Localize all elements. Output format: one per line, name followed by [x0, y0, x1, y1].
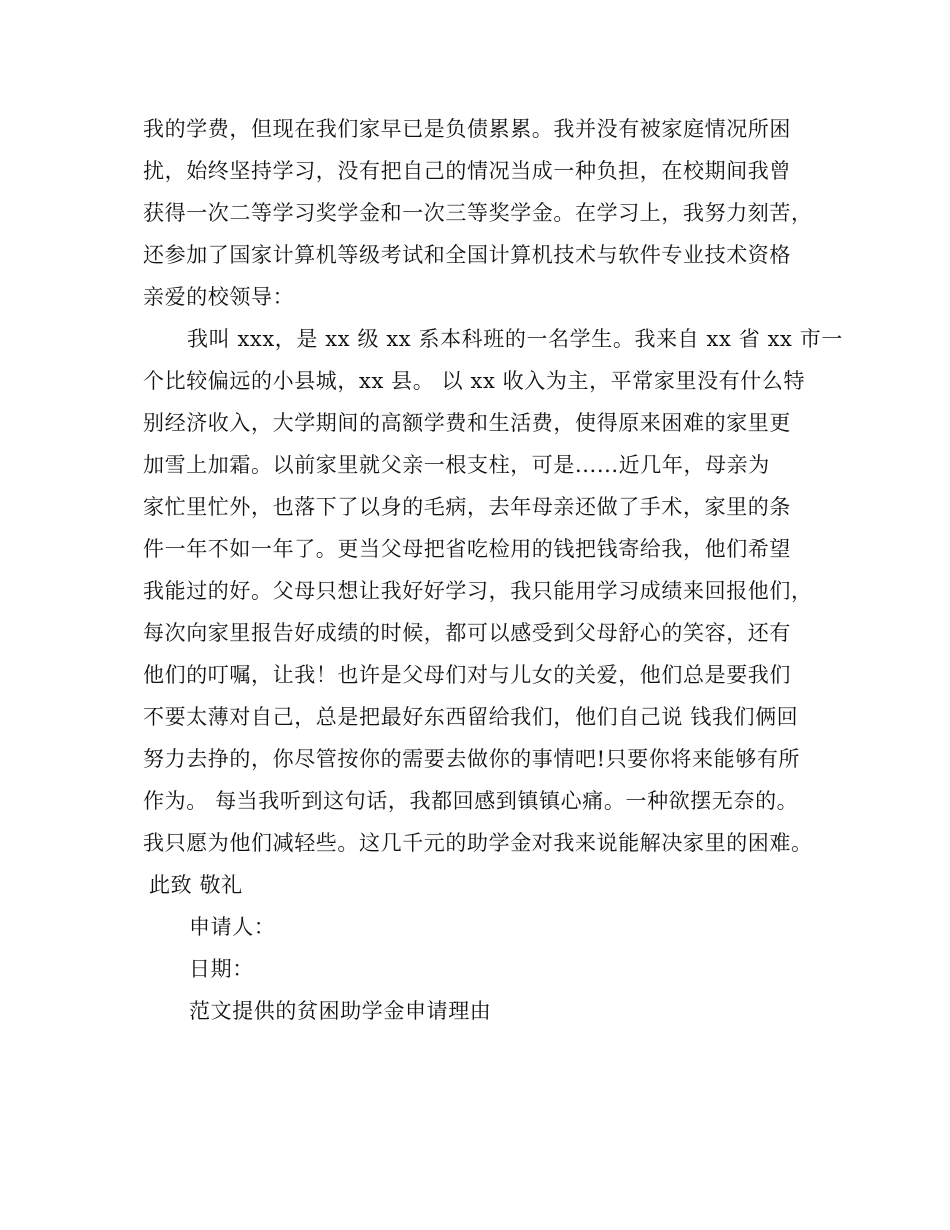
paragraph-line: 作为。 每当我听到这句话，我都回感到镇镇心痛。一种欲摆无奈的。: [143, 789, 799, 813]
paragraph-line: 不要太薄对自己，总是把最好东西留给我们，他们自己说 钱我们俩回: [143, 705, 799, 729]
paragraph-line: 获得一次二等学习奖学金和一次三等奖学金。在学习上，我努力刻苦，: [143, 201, 813, 225]
paragraph-line: 件一年不如一年了。更当父母把省吃检用的钱把钱寄给我，他们希望: [143, 537, 791, 561]
paragraph-first-line: 我叫 xxx，是 xx 级 xx 系本科班的一名学生。我来自 xx 省 xx 市一: [187, 327, 843, 351]
paragraph-line: 加雪上加霜。以前家里就父亲一根支柱，可是......近几年，母亲为: [143, 453, 770, 477]
closing-line: 此致 敬礼: [149, 873, 243, 897]
paragraph-line: 家忙里忙外，也落下了以身的毛病，去年母亲还做了手术，家里的条: [143, 495, 791, 519]
footer-title: 范文提供的贫困助学金申请理由: [189, 999, 492, 1023]
paragraph-line: 努力去挣的，你尽管按你的需要去做你的事情吧!只要你将来能够有所: [143, 747, 801, 771]
paragraph-line: 我能过的好。父母只想让我好好学习，我只能用学习成绩来回报他们，: [143, 579, 813, 603]
paragraph-line: 个比较偏远的小县城，xx 县。 以 xx 收入为主，平常家里没有什么特: [143, 369, 806, 393]
paragraph-line: 别经济收入，大学期间的高额学费和生活费，使得原来困难的家里更: [143, 411, 791, 435]
salutation: 亲爱的校领导：: [143, 285, 295, 309]
letter-body: [143, 108, 843, 1032]
paragraph-line: 我的学费，但现在我们家早已是负债累累。我并没有被家庭情况所困: [143, 117, 791, 141]
paragraph-line: 每次向家里报告好成绩的时候，都可以感受到父母舒心的笑容，还有: [143, 621, 791, 645]
paragraph-line: 我只愿为他们减轻些。这几千元的助学金对我来说能解决家里的困难。: [143, 831, 813, 855]
paragraph-line: 扰，始终坚持学习，没有把自己的情况当成一种负担，在校期间我曾: [143, 159, 791, 183]
paragraph-line: 他们的叮嘱，让我！也许是父母们对与儿女的关爱，他们总是要我们: [143, 663, 791, 687]
paragraph-line: 还参加了国家计算机等级考试和全国计算机技术与软件专业技术资格: [143, 243, 791, 267]
date-label: 日期：: [189, 957, 254, 981]
applicant-label: 申请人：: [189, 915, 276, 939]
